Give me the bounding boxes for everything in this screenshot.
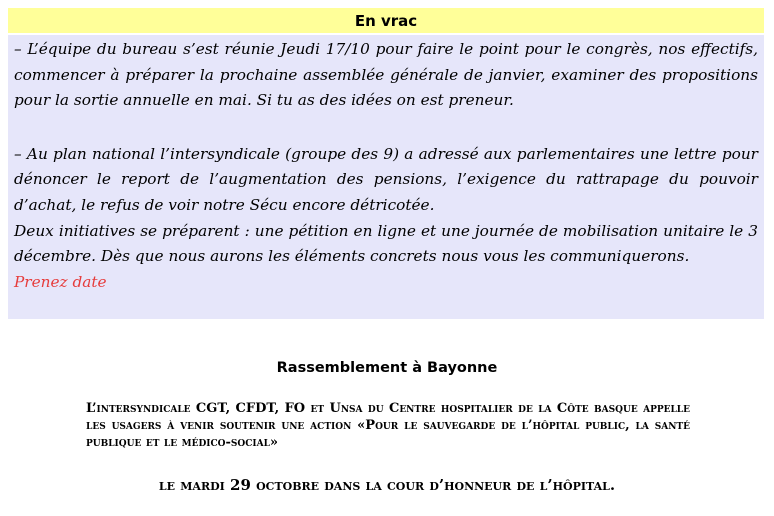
en-vrac-header xyxy=(8,8,764,33)
rassemblement-title: Rassemblement à Bayonne xyxy=(276,360,498,376)
paragraph-initiatives: Deux initiatives se préparent : une pétition en ligne et une journée de mobilisation unitaire le 3 décembre. Dès que nous aurons les éléments concrets nous vous les communiquerons. xyxy=(14,221,758,266)
paragraph-spacer xyxy=(14,114,758,142)
rassemblement-text: L’intersyndicale CGT, CFDT, FO et Unsa du Centre hospitalier de la Côte basque appelle les usagers à venir soutenir une action «Pour le sauvegarde de l’hôpital public, la santé publique et le médico-social» xyxy=(86,401,690,450)
rassemblement-date: le mardi 29 octobre dans la cour d’honneur de l’hôpital. xyxy=(158,476,616,494)
en-vrac-title: En vrac xyxy=(354,11,418,30)
prenez-date-note: Prenez date xyxy=(14,272,107,291)
paragraph-bureau: – L’équipe du bureau s’est réunie Jeudi 17/10 pour faire le point pour le congrès, nos effectifs, commencer à préparer la prochaine assemblée générale de janvier, examiner des propositions pour la sortie annuelle en mai. Si tu as des idées on est preneur. xyxy=(14,40,758,110)
paragraph-intersyndicale: – Au plan national l’intersyndicale (groupe des 9) a adressé aux parlementaires une lettre pour dénoncer le report de l’augmentation des pensions, l’exigence du rattrapage du pouvoir d’achat, le refus de voir notre Sécu encore détricotée. xyxy=(14,144,758,214)
en-vrac-content xyxy=(8,35,764,319)
